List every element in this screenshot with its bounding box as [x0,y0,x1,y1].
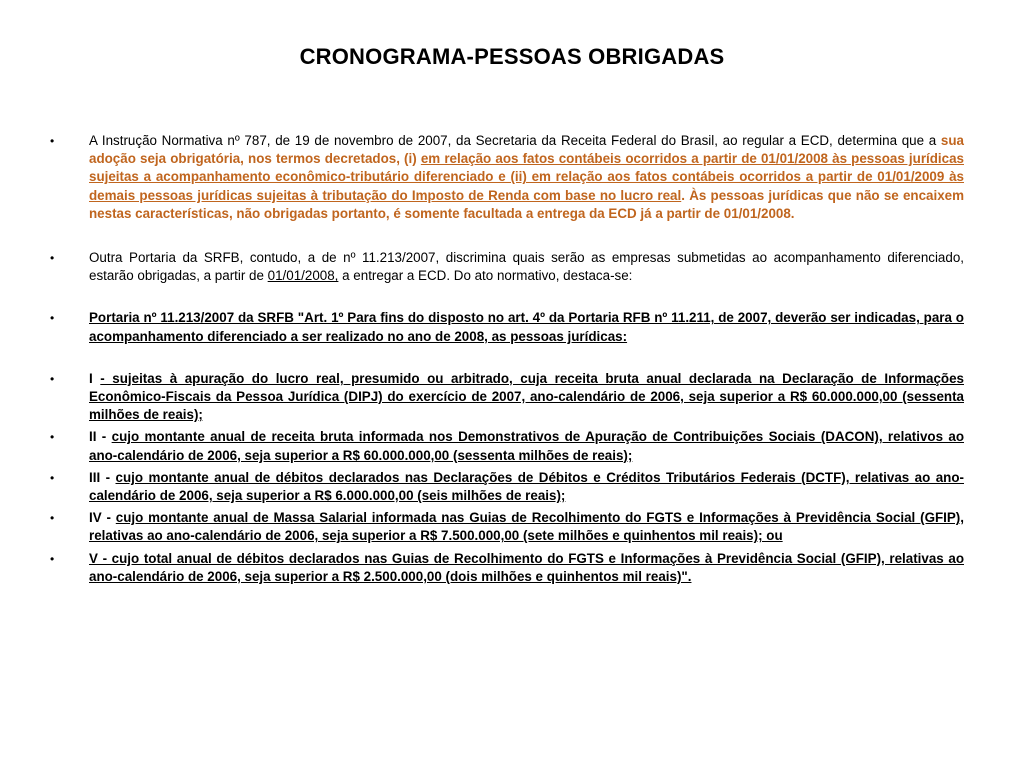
underlined-text: V - cujo total anual de débitos declarados nas Guias de Recolhimento do FGTS e Informações à Previdência Social (GFIP), relativas ao ano-calendário de 2006, seja superior a R$ 2.500.000,00 (dois milhões e quinhentos mil reais)". [89,550,964,584]
text-span: I [89,370,101,386]
bullet-dot: • [50,311,55,326]
bullet-dot: • [50,371,55,386]
bullet-dot: • [50,430,55,445]
bullet-text [89,509,964,545]
highlighted-text: sua adoção seja obrigatória, nos termos decretados, (i) [89,133,964,167]
slide-title: CRONOGRAMA-PESSOAS OBRIGADAS [299,44,725,69]
bullet-item-criterion-iv [50,509,964,545]
bullet-text [89,309,964,345]
underlined-date: 01/01/2008, [267,268,339,284]
underlined-text: cujo montante anual de débitos declarados nas Declarações de Débitos e Créditos Tributários Federais (DCTF), relativas ao ano-calendário de 2006, seja superior a R$ 6.000.000,00 (seis milhões de reais); [89,469,964,504]
highlighted-underlined-text: em relação aos fatos contábeis ocorridos a partir de 01/01/2008 às pessoas jurídicas sujeitas a acompanhamento econômico-tributário diferenciado e (ii) em relação aos fatos contábeis ocorridos a partir de 01/01/2009 às demais pessoas jurídicas sujeitas à tributação do Imposto de Renda com base no lucro real [89,151,964,203]
bullet-text [89,132,964,223]
bullet-text [89,428,964,464]
bullet-dot: • [50,511,55,526]
underlined-text: cujo montante anual de receita bruta informada nos Demonstrativos de Apuração de Contribuições Sociais (DACON), relativos ao ano-calendário de 2006, seja superior a R$ 60.000.000,00 (sessenta milhões de reais); [89,429,964,463]
bullet-text [89,370,964,425]
bullet-item-portaria-quote [50,309,964,345]
underlined-text: - sujeitas à apuração do lucro real, presumido ou arbitrado, cuja receita bruta anual declarada na Declaração de Informações Econômico-Fiscais da Pessoa Jurídica (DIPJ) do exercício de 2007, ano-calendário de 2006, seja superior a R$ 60.000.000,00 (sessenta milhões de reais); [89,370,964,423]
bullet-dot: • [50,551,55,566]
bullet-item-criterion-i [50,370,964,425]
text-span: Outra Portaria da SRFB, contudo, a de nº 11.213/2007, discrimina quais serão as empresas submetidas ao acompanhamento diferenciado, estarão obrigadas, a partir de [89,250,964,284]
bullet-dot: • [50,134,55,148]
bullet-item-portaria-intro [50,249,964,285]
bullet-item-criterion-iii [50,469,964,505]
text-span: III - [89,469,116,485]
text-span: a entregar a ECD. Do ato normativo, destaca-se: [338,268,633,284]
bullet-list [50,132,964,586]
bullet-dot: • [50,470,55,485]
bullet-text [89,550,964,586]
text-span: A Instrução Normativa nº 787, de 19 de novembro de 2007, da Secretaria da Receita Federal do Brasil, ao regular a ECD, determina que a [89,133,941,148]
bullet-text [89,469,964,505]
underlined-text: cujo montante anual de Massa Salarial informada nas Guias de Recolhimento do FGTS e Informações à Previdência Social (GFIP), relativas ao ano-calendário de 2006, seja superior a R$ 7.500.000,00 (sete milhões e quinhentos mil reais); ou [89,510,964,544]
bullet-text [89,249,964,285]
bullet-item-criterion-ii [50,428,964,464]
text-span: II - [89,429,112,445]
underlined-text: Portaria nº 11.213/2007 da SRFB "Art. 1º Para fins do disposto no art. 4º da Portaria RFB nº 11.211, de 2007, deverão ser indicadas, para o acompanhamento diferenciado a ser realizado no ano de 2008, as pessoas jurídicas: [89,310,964,344]
text-span: IV - [89,510,116,526]
bullet-item-criterion-v [50,550,964,586]
bullet-item-ecd-obligation [50,132,964,223]
bullet-dot: • [50,251,55,266]
highlighted-text: . Às pessoas jurídicas que não se encaixem nestas características, não obrigadas portanto, é somente facultada a entrega da ECD já a partir de 01/01/2008. [89,187,964,221]
